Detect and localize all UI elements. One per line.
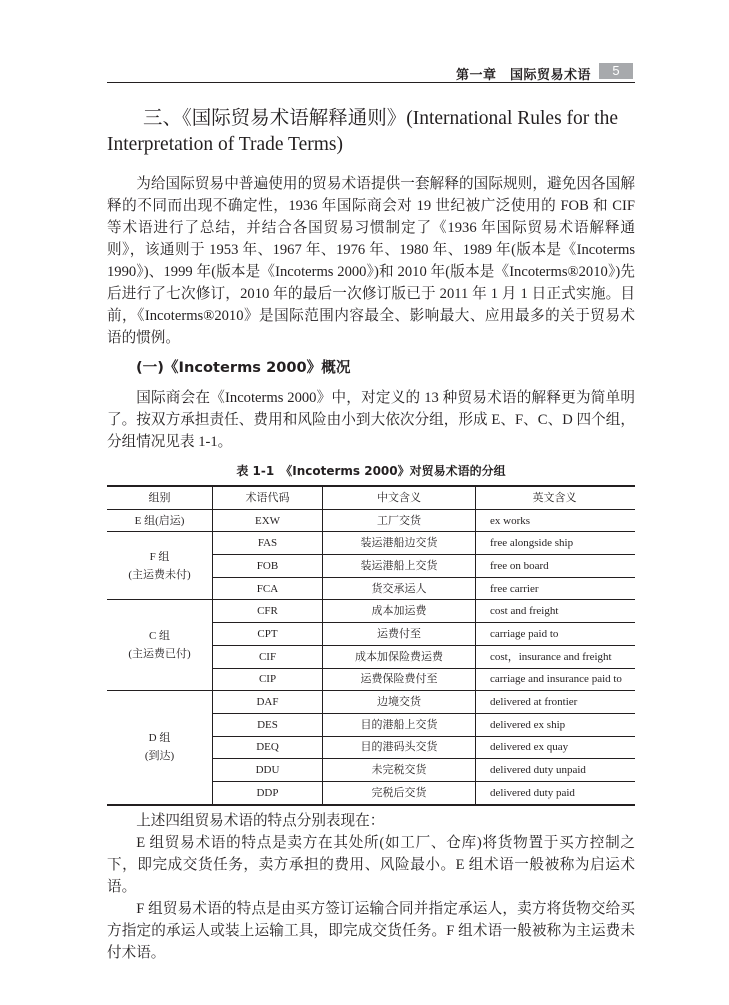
intro-paragraph: 为给国际贸易中普遍使用的贸易术语提供一套解释的国际规则，避免因各国解释的不同而出现不确定性，1936 年国际商会对 19 世纪被广泛使用的 FOB 和 CIF 等术语进行了总结，并结合各国贸易习惯制定了《1936 年国际贸易术语解释通则》，该通则于 1953 年、1967 年、1976 年、1980 年、1989 年(版本是《Incoterms 1990》)、1999 年(版本是《Incoterms 2000》)和 2010 年(版本是《Incoterms®2010》)先后进行了七次修订，2010 年的最后一次修订版已于 2011 年 1 月 1 日正式实施。目前，《Incoterms®2010》是国际范围内容最全、影响最大、应用最多的关于贸易术语的惯例。 bbox=[107, 176, 635, 346]
term-english: delivered ex ship bbox=[476, 713, 636, 736]
term-code: FAS bbox=[213, 532, 323, 555]
table-caption: 表 1-1 《Incoterms 2000》对贸易术语的分组 bbox=[236, 464, 506, 478]
group-cell bbox=[107, 509, 213, 532]
group-name: E 组(启运) bbox=[134, 514, 185, 527]
term-code: CFR bbox=[213, 600, 323, 623]
f-group-paragraph: F 组贸易术语的特点是由买方签订运输合同并指定承运人，卖方将货物交给买方指定的承运人或装上运输工具，即完成交货任务。F 组术语一般被称为主运费未付术语。 bbox=[107, 900, 635, 961]
term-code: CIP bbox=[213, 668, 323, 691]
table-row bbox=[107, 600, 635, 623]
e-group-paragraph: E 组贸易术语的特点是卖方在其处所(如工厂、仓库)将货物置于买方控制之下，即完成交货任务，卖方承担的费用、风险最小。E 组术语一般被称为启运术语。 bbox=[107, 834, 635, 895]
term-code: EXW bbox=[213, 509, 323, 532]
subheading: (一)《Incoterms 2000》概况 bbox=[136, 359, 351, 376]
incoterms-table bbox=[107, 485, 635, 806]
term-chinese: 工厂交货 bbox=[323, 509, 476, 532]
term-chinese: 装运港船上交货 bbox=[323, 555, 476, 578]
term-english: free carrier bbox=[476, 577, 636, 600]
term-english: free on board bbox=[476, 555, 636, 578]
term-code: DES bbox=[213, 713, 323, 736]
column-header: 英文含义 bbox=[476, 486, 636, 509]
column-header: 术语代码 bbox=[213, 486, 323, 509]
term-english: cost and freight bbox=[476, 600, 636, 623]
group-cell bbox=[107, 691, 213, 805]
group-name: D 组 bbox=[148, 732, 171, 745]
summary-intro: 上述四组贸易术语的特点分别表现在： bbox=[136, 812, 385, 829]
term-chinese: 运费保险费付至 bbox=[323, 668, 476, 691]
section-title-line1: 三、《国际贸易术语解释通则》(International Rules for the bbox=[143, 108, 618, 129]
term-english: delivered ex quay bbox=[476, 736, 636, 759]
term-chinese: 边境交货 bbox=[323, 691, 476, 714]
term-code: DAF bbox=[213, 691, 323, 714]
group-name: C 组 bbox=[148, 630, 171, 643]
term-english: ex works bbox=[476, 509, 636, 532]
term-chinese: 运费付至 bbox=[323, 623, 476, 646]
term-code: FCA bbox=[213, 577, 323, 600]
term-code: CPT bbox=[213, 623, 323, 646]
group-sub: (主运费未付) bbox=[128, 568, 191, 581]
term-english: cost，insurance and freight bbox=[476, 645, 636, 668]
term-code: CIF bbox=[213, 645, 323, 668]
table-header-row bbox=[107, 486, 635, 509]
term-chinese: 货交承运人 bbox=[323, 577, 476, 600]
group-sub: (主运费已付) bbox=[128, 648, 191, 661]
table-row bbox=[107, 532, 635, 555]
term-english: delivered duty unpaid bbox=[476, 759, 636, 782]
page-number: 5 bbox=[599, 63, 633, 79]
section-title bbox=[107, 106, 635, 158]
group-sub: (到达) bbox=[144, 750, 175, 763]
table-row bbox=[107, 691, 635, 714]
term-chinese: 完税后交货 bbox=[323, 781, 476, 804]
column-header: 中文含义 bbox=[323, 486, 476, 509]
term-chinese: 目的港船上交货 bbox=[323, 713, 476, 736]
group-cell bbox=[107, 600, 213, 691]
column-header: 组别 bbox=[107, 486, 213, 509]
group-name: F 组 bbox=[149, 550, 170, 563]
term-chinese: 未完税交货 bbox=[323, 759, 476, 782]
term-chinese: 装运港船边交货 bbox=[323, 532, 476, 555]
term-chinese: 成本加运费 bbox=[323, 600, 476, 623]
term-chinese: 目的港码头交货 bbox=[323, 736, 476, 759]
term-english: free alongside ship bbox=[476, 532, 636, 555]
section-title-line2: Interpretation of Trade Terms) bbox=[107, 134, 344, 155]
chapter-title: 第一章 国际贸易术语 bbox=[455, 68, 591, 83]
term-code: DEQ bbox=[213, 736, 323, 759]
term-chinese: 成本加保险费运费 bbox=[323, 645, 476, 668]
term-english: delivered duty paid bbox=[476, 781, 636, 804]
group-cell bbox=[107, 532, 213, 600]
term-english: delivered at frontier bbox=[476, 691, 636, 714]
table-row bbox=[107, 509, 635, 532]
term-code: FOB bbox=[213, 555, 323, 578]
page-body bbox=[107, 0, 635, 984]
term-english: carriage and insurance paid to bbox=[476, 668, 636, 691]
term-code: DDP bbox=[213, 781, 323, 804]
term-english: carriage paid to bbox=[476, 623, 636, 646]
term-code: DDU bbox=[213, 759, 323, 782]
overview-paragraph: 国际商会在《Incoterms 2000》中，对定义的 13 种贸易术语的解释更为简单明了。按双方承担责任、费用和风险由小到大依次分组，形成 E、F、C、D 四个组，分组情况见表 1-1。 bbox=[107, 390, 635, 450]
